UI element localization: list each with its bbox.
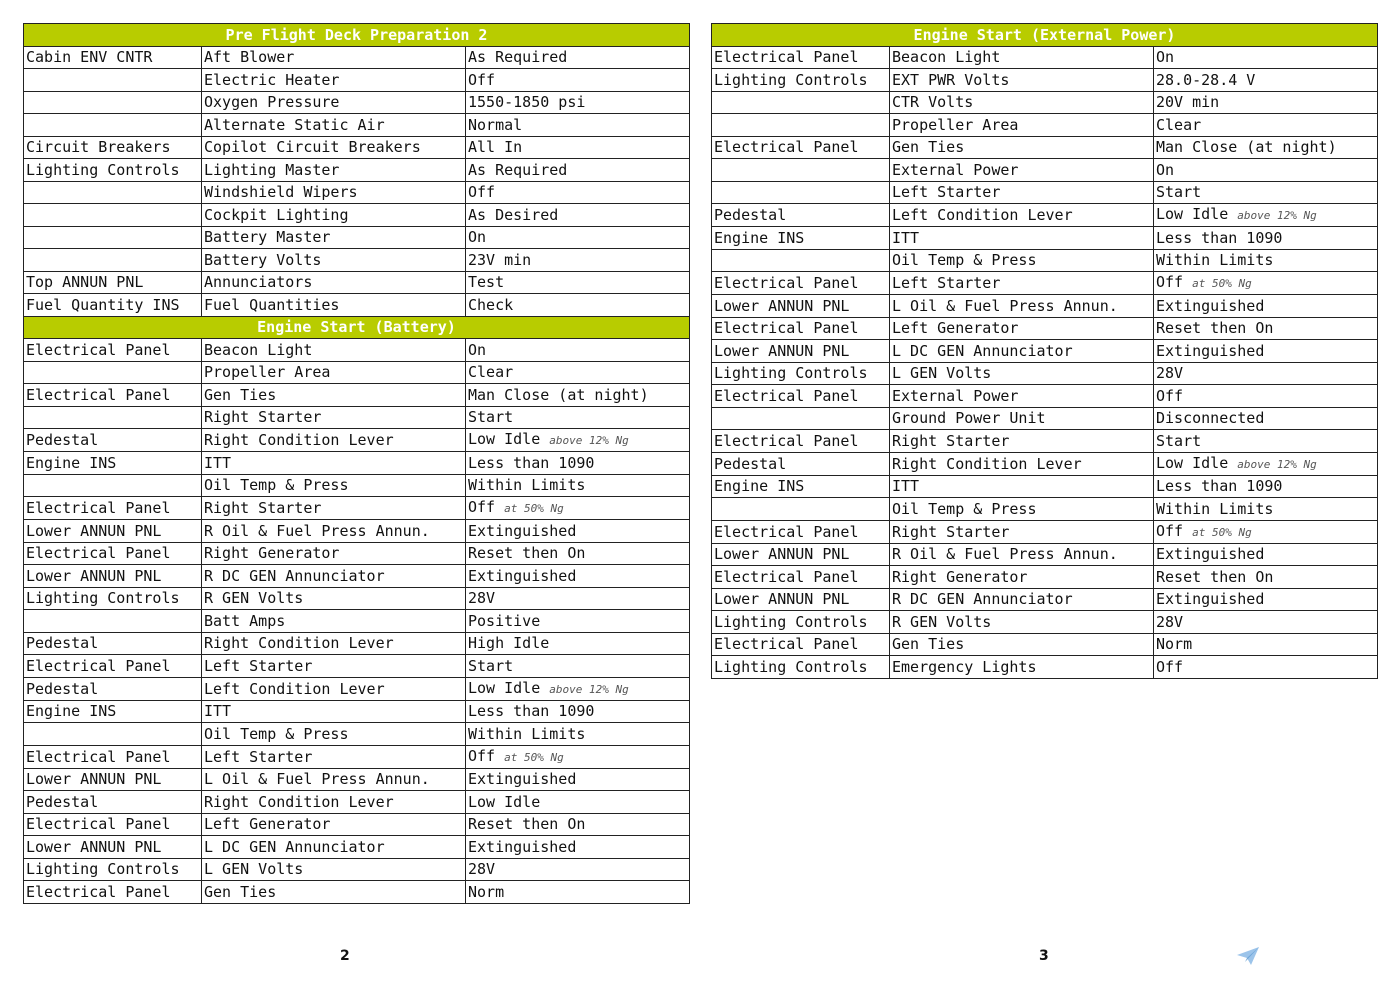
checklist-row (24, 474, 690, 497)
location-cell (712, 181, 890, 204)
action-cell: Extinguished (466, 565, 690, 588)
checklist-row (24, 610, 690, 633)
action-text: Off (468, 746, 496, 765)
location-cell: Lighting Controls (712, 362, 890, 385)
action-cell: Normal (466, 114, 690, 137)
item-cell: Lighting Master (202, 159, 466, 182)
item-cell: Emergency Lights (890, 656, 1154, 679)
item-cell: Electric Heater (202, 69, 466, 92)
location-cell: Electrical Panel (712, 566, 890, 589)
item-cell: ITT (890, 227, 1154, 250)
checklist-row (24, 520, 690, 543)
location-cell: Electrical Panel (712, 46, 890, 69)
location-cell: Lower ANNUN PNL (24, 565, 202, 588)
location-cell (24, 114, 202, 137)
checklist-row (712, 633, 1378, 656)
checklist-row (24, 565, 690, 588)
action-cell: Less than 1090 (466, 452, 690, 475)
location-cell (24, 610, 202, 633)
checklist-row (712, 498, 1378, 521)
action-cell: Test (466, 271, 690, 294)
action-cell: Extinguished (466, 768, 690, 791)
action-cell (466, 677, 690, 700)
action-cell: Extinguished (1154, 340, 1378, 363)
location-cell: Lower ANNUN PNL (24, 836, 202, 859)
checklist-row (24, 339, 690, 362)
checklist-row (712, 385, 1378, 408)
action-note: at 50% Ng (504, 502, 564, 515)
action-text: Off (1156, 521, 1184, 540)
action-cell: On (1154, 159, 1378, 182)
location-cell: Lower ANNUN PNL (712, 295, 890, 318)
location-cell (24, 723, 202, 746)
action-note: above 12% Ng (549, 434, 629, 447)
item-cell: External Power (890, 159, 1154, 182)
checklist-row (24, 136, 690, 159)
action-cell: 23V min (466, 249, 690, 272)
location-cell: Electrical Panel (24, 655, 202, 678)
item-cell: Oil Temp & Press (202, 474, 466, 497)
item-cell: Propeller Area (202, 361, 466, 384)
checklist-row (24, 46, 690, 69)
location-cell (24, 226, 202, 249)
checklist-row (24, 159, 690, 182)
checklist-row (712, 159, 1378, 182)
item-cell: Beacon Light (202, 339, 466, 362)
section-header: Engine Start (External Power) (712, 24, 1378, 47)
action-cell: Extinguished (1154, 588, 1378, 611)
checklist-row (712, 295, 1378, 318)
checklist-table-right (711, 23, 1378, 679)
checklist-row (712, 340, 1378, 363)
checklist-table-left (23, 23, 690, 904)
item-cell: Aft Blower (202, 46, 466, 69)
item-cell: Alternate Static Air (202, 114, 466, 137)
location-cell: Pedestal (712, 452, 890, 475)
action-cell: As Desired (466, 204, 690, 227)
item-cell: Gen Ties (890, 633, 1154, 656)
checklist-row (24, 858, 690, 881)
action-text: Low Idle (1156, 453, 1229, 472)
action-cell: All In (466, 136, 690, 159)
location-cell: Cabin ENV CNTR (24, 46, 202, 69)
location-cell: Fuel Quantity INS (24, 294, 202, 317)
action-cell: Clear (1154, 114, 1378, 137)
item-cell: L Oil & Fuel Press Annun. (890, 295, 1154, 318)
location-cell: Lighting Controls (712, 69, 890, 92)
action-cell: Extinguished (1154, 295, 1378, 318)
location-cell: Electrical Panel (712, 633, 890, 656)
checklist-row (24, 384, 690, 407)
location-cell: Electrical Panel (712, 136, 890, 159)
action-cell: Norm (466, 881, 690, 904)
location-cell (24, 69, 202, 92)
item-cell: Fuel Quantities (202, 294, 466, 317)
location-cell: Lighting Controls (24, 858, 202, 881)
item-cell: L GEN Volts (890, 362, 1154, 385)
item-cell: Oil Temp & Press (890, 498, 1154, 521)
location-cell (712, 114, 890, 137)
paper-plane-icon (1236, 946, 1260, 966)
action-cell: 1550-1850 psi (466, 91, 690, 114)
item-cell: R GEN Volts (890, 611, 1154, 634)
location-cell (24, 406, 202, 429)
action-cell: Reset then On (466, 813, 690, 836)
location-cell: Electrical Panel (712, 520, 890, 543)
location-cell: Pedestal (24, 791, 202, 814)
location-cell: Pedestal (24, 632, 202, 655)
item-cell: Right Starter (890, 430, 1154, 453)
item-cell: Left Generator (890, 317, 1154, 340)
checklist-row (712, 227, 1378, 250)
item-cell: Left Condition Lever (202, 677, 466, 700)
checklist-row (24, 271, 690, 294)
item-cell: L GEN Volts (202, 858, 466, 881)
action-cell: 28V (1154, 611, 1378, 634)
item-cell: R GEN Volts (202, 587, 466, 610)
action-cell: As Required (466, 46, 690, 69)
checklist-row (24, 114, 690, 137)
item-cell: Propeller Area (890, 114, 1154, 137)
location-cell: Electrical Panel (24, 497, 202, 520)
location-cell: Engine INS (712, 475, 890, 498)
item-cell: Gen Ties (890, 136, 1154, 159)
action-cell: Start (466, 406, 690, 429)
location-cell: Lower ANNUN PNL (712, 588, 890, 611)
item-cell: Annunciators (202, 271, 466, 294)
item-cell: Right Starter (202, 406, 466, 429)
location-cell: Lighting Controls (24, 159, 202, 182)
checklist-row (24, 406, 690, 429)
item-cell: R DC GEN Annunciator (202, 565, 466, 588)
action-cell: As Required (466, 159, 690, 182)
checklist-row (712, 588, 1378, 611)
item-cell: Left Starter (202, 745, 466, 768)
action-cell: Check (466, 294, 690, 317)
checklist-row (24, 587, 690, 610)
action-cell (1154, 520, 1378, 543)
location-cell: Engine INS (712, 227, 890, 250)
location-cell: Electrical Panel (712, 385, 890, 408)
checklist-row (24, 226, 690, 249)
action-cell: Off (1154, 656, 1378, 679)
checklist-row (24, 655, 690, 678)
action-text: Off (1156, 273, 1184, 291)
location-cell: Lower ANNUN PNL (712, 340, 890, 363)
item-cell: Oil Temp & Press (202, 723, 466, 746)
action-cell: Within Limits (1154, 249, 1378, 272)
section-header-row (712, 24, 1378, 47)
section-header: Pre Flight Deck Preparation 2 (24, 24, 690, 47)
action-note: above 12% Ng (549, 682, 629, 696)
item-cell: ITT (202, 700, 466, 723)
action-cell: Less than 1090 (1154, 227, 1378, 250)
action-cell: Less than 1090 (466, 700, 690, 723)
item-cell: Left Condition Lever (890, 204, 1154, 227)
item-cell: Ground Power Unit (890, 407, 1154, 430)
action-cell: Off (466, 181, 690, 204)
action-cell: On (466, 226, 690, 249)
checklist-row (712, 362, 1378, 385)
checklist-row (712, 566, 1378, 589)
action-text: Low Idle (468, 430, 541, 448)
checklist-row (24, 497, 690, 520)
checklist-row (24, 881, 690, 904)
action-cell: Less than 1090 (1154, 475, 1378, 498)
checklist-row (712, 272, 1378, 295)
location-cell (712, 498, 890, 521)
location-cell (712, 249, 890, 272)
item-cell: Battery Master (202, 226, 466, 249)
action-cell (1154, 204, 1378, 227)
item-cell: Right Condition Lever (202, 632, 466, 655)
item-cell: Left Generator (202, 813, 466, 836)
checklist-row (712, 475, 1378, 498)
item-cell: Gen Ties (202, 881, 466, 904)
action-cell: Extinguished (1154, 543, 1378, 566)
item-cell: Battery Volts (202, 249, 466, 272)
action-cell: 28V (1154, 362, 1378, 385)
action-cell: Within Limits (1154, 498, 1378, 521)
location-cell (24, 181, 202, 204)
section-header-row (24, 24, 690, 47)
location-cell: Lower ANNUN PNL (24, 768, 202, 791)
item-cell: Left Starter (890, 272, 1154, 295)
action-note: above 12% Ng (1237, 457, 1317, 471)
action-cell (466, 429, 690, 452)
location-cell (24, 249, 202, 272)
action-text: Low Idle (1156, 205, 1229, 223)
item-cell: Left Starter (890, 181, 1154, 204)
location-cell: Pedestal (24, 677, 202, 700)
action-cell: Clear (466, 361, 690, 384)
action-cell: Start (1154, 181, 1378, 204)
checklist-row (24, 91, 690, 114)
action-cell: Start (1154, 430, 1378, 453)
checklist-row (24, 632, 690, 655)
location-cell (24, 204, 202, 227)
action-cell: 28V (466, 858, 690, 881)
action-cell: Norm (1154, 633, 1378, 656)
location-cell: Electrical Panel (712, 272, 890, 295)
item-cell: ITT (202, 452, 466, 475)
checklist-row (712, 46, 1378, 69)
location-cell: Circuit Breakers (24, 136, 202, 159)
action-cell: Disconnected (1154, 407, 1378, 430)
location-cell: Electrical Panel (712, 317, 890, 340)
item-cell: Right Condition Lever (202, 791, 466, 814)
location-cell: Engine INS (24, 452, 202, 475)
item-cell: Right Condition Lever (202, 429, 466, 452)
action-cell: Man Close (at night) (1154, 136, 1378, 159)
item-cell: EXT PWR Volts (890, 69, 1154, 92)
checklist-row (24, 791, 690, 814)
action-cell (466, 745, 690, 768)
action-cell (466, 497, 690, 520)
section-header-row (24, 316, 690, 339)
action-cell: 20V min (1154, 91, 1378, 114)
item-cell: R DC GEN Annunciator (890, 588, 1154, 611)
checklist-row (712, 136, 1378, 159)
location-cell (24, 361, 202, 384)
location-cell (24, 474, 202, 497)
item-cell: Windshield Wipers (202, 181, 466, 204)
action-note: at 50% Ng (1192, 525, 1252, 539)
action-note: at 50% Ng (1192, 277, 1252, 290)
action-cell: Positive (466, 610, 690, 633)
action-cell: Reset then On (1154, 317, 1378, 340)
location-cell: Top ANNUN PNL (24, 271, 202, 294)
checklist-row (24, 181, 690, 204)
action-cell: Extinguished (466, 836, 690, 859)
location-cell: Electrical Panel (24, 542, 202, 565)
action-cell: Off (466, 69, 690, 92)
action-cell: Start (466, 655, 690, 678)
action-cell: 28V (466, 587, 690, 610)
location-cell: Lighting Controls (24, 587, 202, 610)
item-cell: R Oil & Fuel Press Annun. (202, 520, 466, 543)
checklist-row (712, 407, 1378, 430)
action-cell: Reset then On (466, 542, 690, 565)
item-cell: CTR Volts (890, 91, 1154, 114)
action-cell (1154, 452, 1378, 475)
checklist-row (24, 69, 690, 92)
item-cell: Oxygen Pressure (202, 91, 466, 114)
action-cell: Man Close (at night) (466, 384, 690, 407)
item-cell: L Oil & Fuel Press Annun. (202, 768, 466, 791)
checklist-row (712, 181, 1378, 204)
action-text: Low Idle (468, 678, 541, 697)
checklist-row (24, 813, 690, 836)
item-cell: R Oil & Fuel Press Annun. (890, 543, 1154, 566)
item-cell: Right Generator (202, 542, 466, 565)
item-cell: Copilot Circuit Breakers (202, 136, 466, 159)
item-cell: Cockpit Lighting (202, 204, 466, 227)
checklist-row (712, 520, 1378, 543)
checklist-row (24, 768, 690, 791)
action-cell: Within Limits (466, 723, 690, 746)
page-number-left: 2 (340, 948, 350, 964)
checklist-row (24, 429, 690, 452)
action-cell: Low Idle (466, 791, 690, 814)
location-cell: Lighting Controls (712, 611, 890, 634)
checklist-row (712, 317, 1378, 340)
location-cell: Electrical Panel (24, 745, 202, 768)
item-cell: Beacon Light (890, 46, 1154, 69)
item-cell: Right Starter (890, 520, 1154, 543)
item-cell: L DC GEN Annunciator (890, 340, 1154, 363)
checklist-row (712, 204, 1378, 227)
location-cell: Electrical Panel (712, 430, 890, 453)
checklist-row (712, 543, 1378, 566)
action-cell: 28.0-28.4 V (1154, 69, 1378, 92)
location-cell: Electrical Panel (24, 384, 202, 407)
action-note: above 12% Ng (1237, 209, 1317, 222)
location-cell: Engine INS (24, 700, 202, 723)
checklist-row (712, 656, 1378, 679)
item-cell: Left Starter (202, 655, 466, 678)
checklist-row (712, 69, 1378, 92)
location-cell: Electrical Panel (24, 339, 202, 362)
item-cell: Right Condition Lever (890, 452, 1154, 475)
checklist-row (712, 114, 1378, 137)
checklist-row (24, 204, 690, 227)
action-text: Off (468, 498, 496, 516)
checklist-row (24, 249, 690, 272)
item-cell: Oil Temp & Press (890, 249, 1154, 272)
action-cell: Within Limits (466, 474, 690, 497)
checklist-row (24, 836, 690, 859)
location-cell (24, 91, 202, 114)
location-cell (712, 407, 890, 430)
checklist-row (24, 723, 690, 746)
checklist-row (24, 542, 690, 565)
location-cell: Pedestal (24, 429, 202, 452)
action-cell: Off (1154, 385, 1378, 408)
item-cell: Gen Ties (202, 384, 466, 407)
checklist-row (24, 677, 690, 700)
item-cell: Right Starter (202, 497, 466, 520)
page-number-right: 3 (1039, 948, 1049, 964)
checklist-row (712, 611, 1378, 634)
location-cell: Electrical Panel (24, 881, 202, 904)
item-cell: Right Generator (890, 566, 1154, 589)
action-cell: On (466, 339, 690, 362)
checklist-row (712, 91, 1378, 114)
checklist-row (24, 294, 690, 317)
location-cell: Electrical Panel (24, 813, 202, 836)
location-cell: Lighting Controls (712, 656, 890, 679)
checklist-row (712, 430, 1378, 453)
location-cell: Pedestal (712, 204, 890, 227)
action-cell: Reset then On (1154, 566, 1378, 589)
action-note: at 50% Ng (504, 750, 564, 764)
checklist-row (24, 361, 690, 384)
checklist-row (24, 745, 690, 768)
section-header: Engine Start (Battery) (24, 316, 690, 339)
item-cell: Batt Amps (202, 610, 466, 633)
action-cell: High Idle (466, 632, 690, 655)
location-cell (712, 159, 890, 182)
item-cell: L DC GEN Annunciator (202, 836, 466, 859)
item-cell: External Power (890, 385, 1154, 408)
location-cell: Lower ANNUN PNL (712, 543, 890, 566)
checklist-row (24, 700, 690, 723)
location-cell (712, 91, 890, 114)
checklist-row (712, 249, 1378, 272)
action-cell: On (1154, 46, 1378, 69)
location-cell: Lower ANNUN PNL (24, 520, 202, 543)
checklist-row (712, 452, 1378, 475)
action-cell (1154, 272, 1378, 295)
action-cell: Extinguished (466, 520, 690, 543)
checklist-row (24, 452, 690, 475)
item-cell: ITT (890, 475, 1154, 498)
